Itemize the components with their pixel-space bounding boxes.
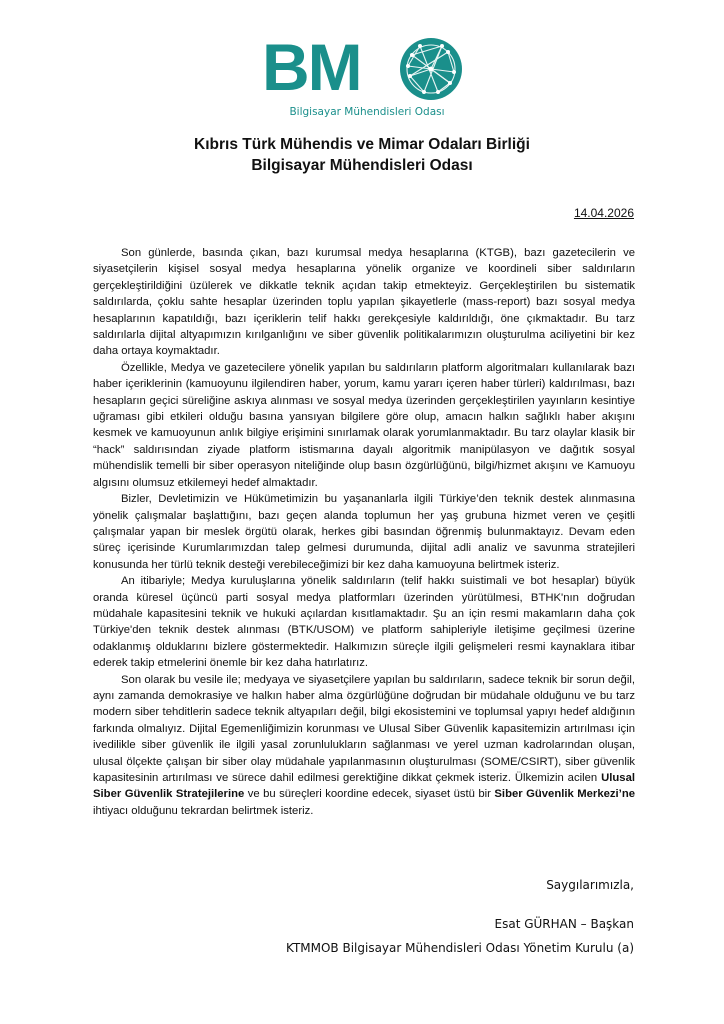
bold-text-run: Siber Güvenlik Merkezi’ne (494, 788, 635, 801)
organization-title-line2: Bilgisayar Mühendisleri Odası (251, 157, 473, 174)
body-paragraph (93, 245, 635, 360)
signatory-organization: KTMMOB Bilgisayar Mühendisleri Odası Yönetim Kurulu (a) (286, 941, 634, 955)
closing-salutation: Saygılarımızla, (546, 878, 634, 892)
text-run: Son olarak bu vesile ile; medyaya ve siyasetçilere yapılan bu saldırıların, sadece teknik bir sorun değil, aynı zamanda demokrasiye ve halkın haber alma özgürlüğüne doğrudan bir müdahale olduğunu ve bu tarz modern siber tehditlerin sadece teknik altyapıları değil, bilgi ekosistemini ve toplumsal yapıyı hedef aldığının farkında olmalıyız. Dijital Egemenliğimizin korunması ve Ulusal Siber Güvenlik kapasitemizin artırılması için ivedilikle siber güvenlik ile ilgili yasal zorunlulukların sağlanması ve yerel uzman kadrolarından oluşan, ulusal ölçekte çalışan bir siber olay müdahale yapılanmasının oluşturulması (SOME/CSIRT), siber güvenlik kapasitesinin artırılması ve sürece dahil edilmesi gerektiğine dikkat çekmek isteriz. Ülkemizin acilen (93, 673, 635, 784)
text-run: Bizler, Devletimizin ve Hükümetimizin bu yaşananlarla ilgili Türkiye’den teknik destek alınmasına yönelik çalışmalar başlattığını, bazı geçen alanda toplumun her yaş grubuna hizmet veren ve çeşitli çalışmalar yapan bir meslek örgütü olarak, herkes gibi basından öğrenmiş bulunmaktayız. Devam eden süreç içerisinde Kurumlarımızdan talep gelmesi durumunda, dijital adli analiz ve savunma stratejileri konusunda her türlü teknik desteği verebileceğimizi bir kez daha kamuoyuna belirtmek isteriz. (93, 493, 635, 571)
body-paragraph (93, 672, 635, 820)
network-globe-icon (398, 36, 464, 102)
text-run: ve bu süreçleri koordine edecek, siyaset üstü bir (244, 788, 495, 801)
body-paragraph (93, 573, 635, 671)
organization-title-line1: Kıbrıs Türk Mühendis ve Mimar Odaları Birliği (194, 136, 530, 153)
body-paragraph (93, 360, 635, 491)
document-body (93, 245, 635, 819)
document-date: 14.04.2026 (573, 206, 634, 220)
bold-text-run: Ulusal Siber Güvenlik Stratejilerine (93, 772, 635, 801)
organization-title (0, 134, 724, 176)
signatory-name-title: Esat GÜRHAN – Başkan (494, 917, 634, 931)
text-run: ihtiyacı olduğunu tekrardan belirtmek isteriz. (93, 804, 314, 817)
logo-subtitle: Bilgisayar Mühendisleri Odası (289, 106, 445, 118)
logo-letters: BM (262, 30, 361, 104)
bmo-logo (262, 30, 462, 124)
text-run: Son günlerde, basında çıkan, bazı kurumsal medya hesaplarına (KTGB), bazı gazetecilerin ve siyasetçilerin kişisel sosyal medya hesaplarına yönelik organize ve koordineli siber saldırıların gerçekleştirildiğini üzülerek ve dikkatle teknik açıdan takip etmekteyiz. Gerçekleştirilen bu sistematik saldırılarda, çoklu sahte hesaplar üzerinden toplu yapılan şikayetlerle (mass-report) bazı sosyal medya hesaplarının kapatıldığı, bazı içeriklerin telif hakkı gerekçesiyle kaldırıldığı, öne çıkmaktadır. Bu tarz saldırılarla dijital altyapımızın kırılganlığını ve siber güvenlik politikalarımızın oluşturulma aciliyetini bir kez daha ortaya koymaktadır. (93, 247, 635, 358)
text-run: An itibariyle; Medya kuruluşlarına yönelik saldırıların (telif hakkı suistimali ve bot hesaplar) büyük oranda küresel üçüncü parti sosyal medya platformları üzerinden yürütülmesi, BTHK'nın doğrudan müdahale kapasitesini teknik ve hukuki açılardan kısıtlamaktadır. Şu an için resmi makamların daha çok Türkiye'den teknik destek alınması (BTK/USOM) ve platform sahipleriyle iletişime geçilmesi üzerine odaklanmış olduklarını bizlere göstermektedir. Halkımızın süreçle ilgili gelişmeleri resmi kaynaklara itibar ederek takip etmelerini önemle bir kez daha hatırlatırız. (93, 575, 635, 670)
body-paragraph (93, 491, 635, 573)
text-run: Özellikle, Medya ve gazetecilere yönelik yapılan bu saldırıların platform algoritmaları kullanılarak bazı haber içeriklerinin (kamuoyunu ilgilendiren haber, yorum, kamu yararı içeren haber türleri) kaldırılması, bazı hesapların geçici süreliğine askıya alınması ve sosyal medya üzerinden gerçekleştirilen yayınların kesintiye uğraması gibi etkileri olduğu basına yansıyan bilgilere göre olup, amacın halkın sağlıklı haber akışını kesmek ve kamuoyunun anlık bilgiye erişimini sınırlamak olarak yorumlanmaktadır. Bu tarz olaylar klasik bir “hack” saldırısından ziyade platform istismarına dayalı algoritmik manipülasyon ve dağıtık sosyal mühendislik temelli bir siber operasyon niteliğinde olup basın özgürlüğünü, bilgi/hizmet akışını ve Kamuoyu algısını olumsuz etkilemeyi hedef almaktadır. (93, 361, 635, 489)
